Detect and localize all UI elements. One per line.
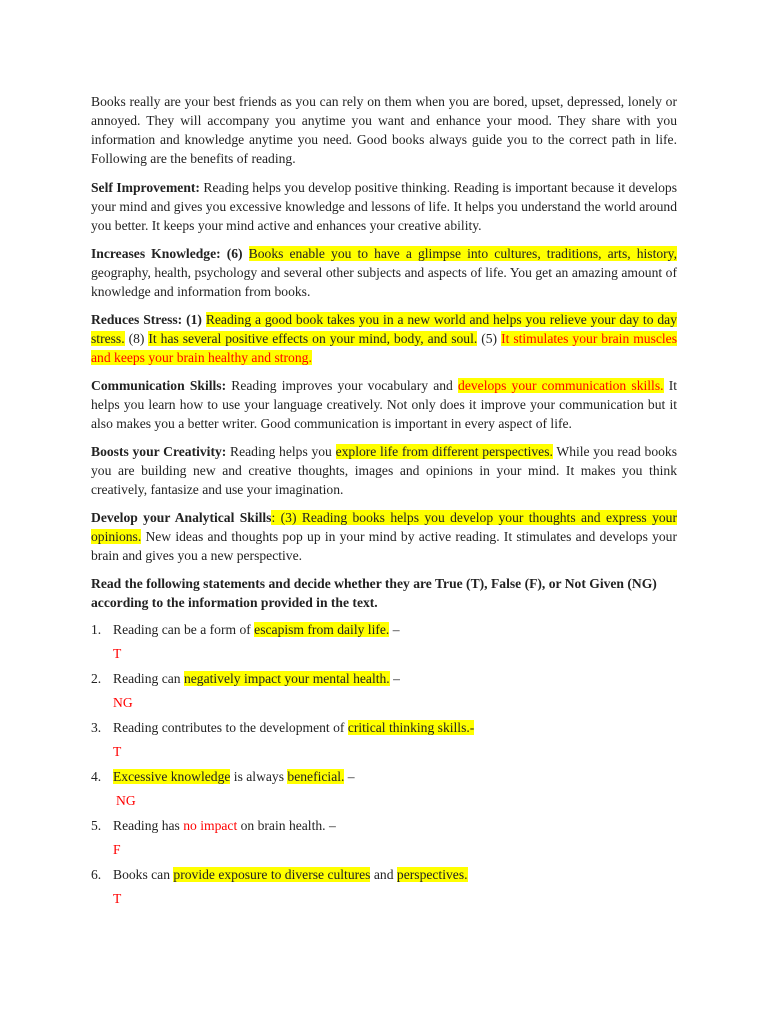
question-item bbox=[91, 767, 677, 810]
question-number: 4. bbox=[91, 769, 102, 784]
question-item bbox=[91, 669, 677, 712]
section-text: (5) bbox=[477, 331, 502, 346]
red-text: no impact bbox=[183, 818, 238, 833]
answer: T bbox=[113, 744, 122, 759]
section-heading: Reduces Stress: (1) bbox=[91, 312, 202, 327]
section-analytical-skills bbox=[91, 508, 677, 565]
question-text bbox=[113, 669, 400, 688]
highlighted-text: : (3) Reading books helps you develop your thoughts and express your opinions. bbox=[91, 510, 677, 544]
section-boosts-creativity bbox=[91, 442, 677, 499]
question-text-part: Reading has bbox=[113, 818, 184, 833]
section-text: (8) bbox=[124, 331, 149, 346]
intro-paragraph: Books really are your best friends as you can rely on them when you are bored, upset, depressed, lonely or annoyed. They will accompany you anytime you want and enhance your mood. They share with you information and knowledge anytime you need. Good books always guide you to the correct path in life. Following are the benefits of reading. bbox=[91, 94, 677, 166]
document-page bbox=[91, 92, 677, 914]
highlighted-text: explore life from different perspectives. bbox=[335, 444, 553, 459]
highlighted-text: provide exposure to diverse cultures bbox=[173, 867, 371, 882]
question-item bbox=[91, 865, 677, 908]
answer: F bbox=[113, 842, 121, 857]
question-text bbox=[113, 718, 474, 737]
question-text-part: Reading contributes to the development of bbox=[113, 720, 348, 735]
section-text: It helps you learn how to use your language creatively. Not only does it improve your communication but it also makes you a better writer. Good communication is important in every aspect of life. bbox=[91, 378, 678, 431]
question-text bbox=[113, 865, 468, 884]
highlighted-text: perspectives. bbox=[396, 867, 468, 882]
highlighted-text: Books enable you to have a glimpse into cultures, traditions, arts, history, bbox=[248, 246, 677, 261]
section-heading: Develop your Analytical Skills bbox=[91, 510, 272, 525]
question-text-part: Reading can bbox=[113, 671, 184, 686]
section-text: Reading improves your vocabulary and bbox=[226, 378, 459, 393]
question-text-part: on brain health. – bbox=[237, 818, 336, 833]
question-item bbox=[91, 718, 677, 761]
section-text: Reading helps you develop positive thinking. Reading is important because it develops your mind and gives you excessive knowledge and lessons of life. It helps you understand the world around you better. It keeps your mind active and enhances your creative ability. bbox=[91, 180, 678, 233]
question-text bbox=[113, 620, 400, 639]
question-number: 5. bbox=[91, 818, 102, 833]
question-text-part: – bbox=[389, 671, 400, 686]
section-heading: Communication Skills: bbox=[91, 378, 227, 393]
section-text: Reading helps you bbox=[226, 444, 336, 459]
highlighted-red-text: develops your communication skills. bbox=[458, 378, 664, 393]
section-reduces-stress bbox=[91, 310, 677, 367]
instructions: Read the following statements and decide whether they are True (T), False (F), or Not Given (NG) according to the information provided in the text. bbox=[91, 576, 657, 610]
question-text-part: Books can bbox=[113, 867, 174, 882]
question-list bbox=[91, 620, 677, 908]
section-self-improvement bbox=[91, 178, 677, 235]
section-communication-skills bbox=[91, 376, 677, 433]
question-text-part: – bbox=[344, 769, 355, 784]
question-number: 6. bbox=[91, 867, 102, 882]
question-text-part: is always bbox=[230, 769, 288, 784]
highlighted-text: critical thinking skills.- bbox=[347, 720, 475, 735]
answer: NG bbox=[113, 695, 133, 710]
section-text: While you read books you are building new and creative thoughts, images and opinions in your mind. It makes you think creatively, fantasize and use your imagination. bbox=[91, 444, 677, 497]
section-text: geography, health, psychology and several other subjects and aspects of life. You get an amazing amount of knowledge and information from books. bbox=[91, 265, 677, 299]
question-text-part: – bbox=[389, 622, 400, 637]
highlighted-red-text: It stimulates your brain muscles and keeps your brain healthy and strong. bbox=[91, 331, 678, 365]
question-text bbox=[113, 816, 336, 835]
question-number: 3. bbox=[91, 720, 102, 735]
highlighted-text: Excessive knowledge bbox=[113, 769, 231, 784]
question-number: 2. bbox=[91, 671, 102, 686]
section-increases-knowledge bbox=[91, 244, 677, 301]
question-item bbox=[91, 816, 677, 859]
question-number: 1. bbox=[91, 622, 102, 637]
highlighted-text: Reading a good book takes you in a new world and helps you relieve your day to day stress. bbox=[91, 312, 677, 346]
highlighted-text: negatively impact your mental health. bbox=[183, 671, 390, 686]
answer: T bbox=[113, 646, 122, 661]
section-heading: Increases Knowledge: (6) bbox=[91, 246, 243, 261]
highlighted-text: escapism from daily life. bbox=[254, 622, 390, 637]
highlighted-text: beneficial. bbox=[287, 769, 345, 784]
section-heading: Boosts your Creativity: bbox=[91, 444, 227, 459]
section-text: New ideas and thoughts pop up in your mind by active reading. It stimulates and develops your brain and gives you a new perspective. bbox=[91, 529, 677, 563]
answer: T bbox=[113, 891, 122, 906]
answer: NG bbox=[116, 793, 136, 808]
section-heading: Self Improvement: bbox=[91, 180, 200, 195]
question-text-part: Reading can be a form of bbox=[113, 622, 255, 637]
question-text-part: and bbox=[370, 867, 397, 882]
question-item bbox=[91, 620, 677, 663]
highlighted-text: It has several positive effects on your mind, body, and soul. bbox=[148, 331, 478, 346]
question-text bbox=[113, 767, 355, 786]
